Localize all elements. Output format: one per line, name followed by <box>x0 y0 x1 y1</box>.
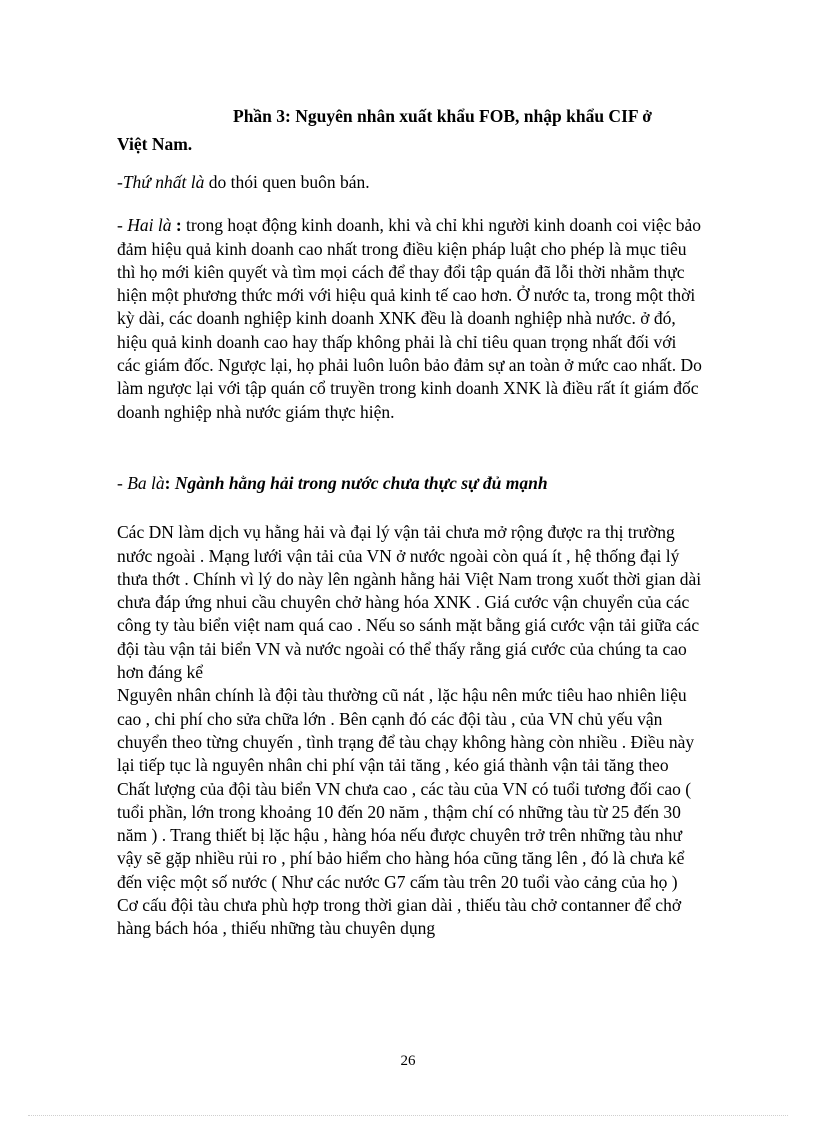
section-heading-line-1: Phần 3: Nguyên nhân xuất khẩu FOB, nhập khẩu CIF ở <box>233 106 652 126</box>
third-reason-lead: - Ba là <box>117 472 165 493</box>
footer-divider <box>28 1115 788 1116</box>
page-number: 26 <box>400 1053 416 1069</box>
third-reason-title: Ngành hằng hải trong nước chưa thực sự đủ mạnh <box>170 472 548 493</box>
second-reason-text: trong hoạt động kinh doanh, khi và chỉ khi người kinh doanh coi việc bảo đảm hiệu quả kinh doanh cao nhất trong điều kiện pháp luật cho phép là mục tiêu thì họ mới kiên quyết và tìm mọi cách để thay đổi tập quán đã lỗi thời nhằm thực hiện một phương thức mới với hiệu quả kinh tế cao hơn. Ở nước ta, trong một thời kỳ dài, các doanh nghiệp kinh doanh XNK đều là doanh nghiệp nhà nước. ở đó, hiệu quả kinh doanh cao hay thấp không phải là chỉ tiêu quan trọng nhất đối với các giám đốc. Ngược lại, họ phải luôn luôn bảo đảm sự an toàn ở mức cao nhất. Do làm ngược lại với tập quán cổ truyền trong kinh doanh XNK là điều rất ít giám đốc doanh nghiệp nhà nước giám thực hiện. <box>117 215 702 422</box>
second-reason-lead: - Hai là <box>117 215 172 236</box>
page-content <box>117 102 702 941</box>
third-reason-colon: : <box>164 472 171 493</box>
first-reason-lead: -Thứ nhất là <box>117 172 205 192</box>
paragraph-main-cause: Nguyên nhân chính là đội tàu thường cũ nát , lặc hậu nên mức tiêu hao nhiên liệu cao , chi phí cho sửa chữa lớn . Bên cạnh đó các đội tàu , của VN chủ yếu vận chuyển theo từng chuyến , tình trạng để tàu chạy không hàng còn nhiều . Điều này lại tiếp tục là nguyên nhân chi phí vận tải tăng , kéo giá thành vận tải tăng theo <box>117 685 695 776</box>
first-reason-text: do thói quen buôn bán. <box>204 172 370 192</box>
paragraph-second-reason <box>117 214 702 424</box>
paragraph-shipping-services: Các DN làm dịch vụ hằng hải và đại lý vận tải chưa mở rộng được ra thị trường nước ngoài . Mạng lưới vận tải của VN ở nước ngoài còn quá ít , hệ thống đại lý thưa thớt . Chính vì lý do này lên ngành hằng hải Việt Nam trong xuốt thời gian dài chưa đáp ứng nhui cầu chuyên chở hàng hóa XNK . Giá cước vận chuyển của các công ty tàu biển việt nam quá cao . Nếu so sánh mặt bằng giá cước vận tải giữa các đội tàu vận tải biển VN và nước ngoài có thể thấy rằng giá cước của chúng ta cao hơn đáng kể <box>117 522 702 683</box>
paragraph-fleet-quality: Chất lượng của đội tàu biển VN chưa cao , các tàu của VN có tuổi tương đối cao ( tuổi phần, lớn trong khoảng 10 đến 20 năm , thậm chí có những tàu từ 25 đến 30 năm ) . Trang thiết bị lặc hậu , hàng hóa nếu được chuyên trở trên những tàu như vậy sẽ gặp nhiều rủi ro , phí bảo hiểm cho hàng hóa cũng tăng lên , đó là chưa kể đến việc một số nước ( Như các nước G7 cấm tàu trên 20 tuổi vào cảng của họ ) <box>117 778 692 892</box>
paragraph-third-reason <box>117 472 702 495</box>
section-heading <box>117 102 702 158</box>
second-reason-colon: : <box>171 215 182 236</box>
paragraph-fleet-structure: Cơ cấu đội tàu chưa phù hợp trong thời gian dài , thiếu tàu chở contanner để chở hàng bách hóa , thiếu những tàu chuyên dụng <box>117 895 682 939</box>
paragraph-first-reason <box>117 171 702 194</box>
section-heading-line-2: Việt Nam. <box>117 134 193 154</box>
